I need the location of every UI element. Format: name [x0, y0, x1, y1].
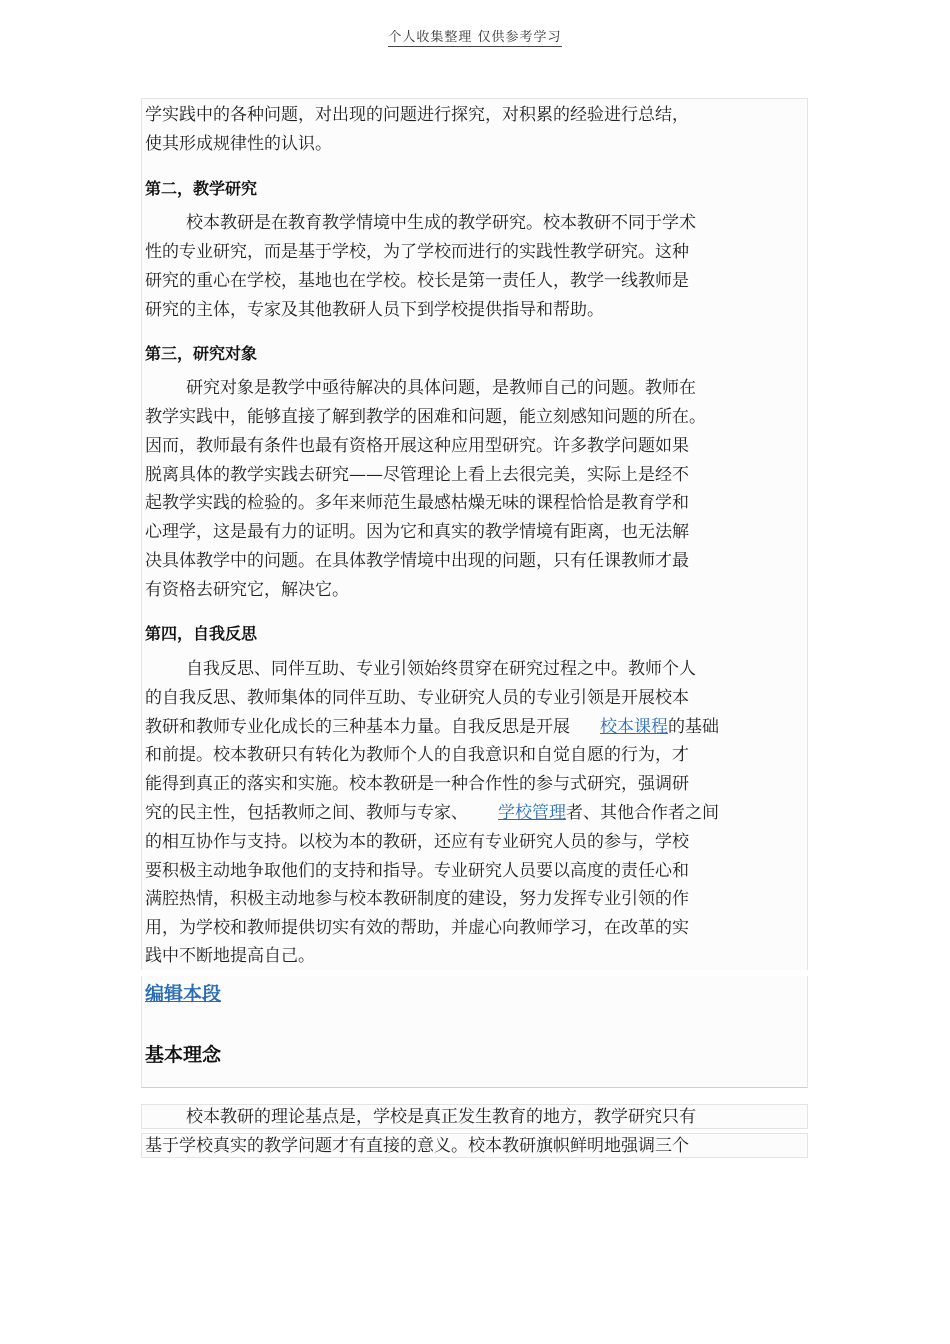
text-span: 者、其他合作者之间 [566, 803, 719, 823]
paragraph-line: 要积极主动地争取他们的支持和指导。专业研究人员要以高度的责任心和 [145, 861, 689, 881]
paragraph-line: 教学实践中，能够直接了解到教学的困难和问题，能立刻感知问题的所在。 [145, 407, 706, 427]
paragraph-line: 决具体教学中的问题。在具体教学情境中出现的问题，只有任课教师才最 [145, 551, 689, 571]
paragraph-line: 践中不断地提高自己。 [145, 946, 315, 966]
page-header: 个人收集整理 仅供参考学习 [388, 30, 562, 45]
paragraph-line: 研究的主体，专家及其他教研人员下到学校提供指导和帮助。 [145, 300, 604, 320]
text-span: 教研和教师专业化成长的三种基本力量。自我反思是开展 [145, 717, 570, 737]
paragraph-line: 能得到真正的落实和实施。校本教研是一种合作性的参与式研究，强调研 [145, 774, 689, 794]
subheading-self-reflection: 第四，自我反思 [145, 624, 258, 643]
paragraph-line: 用，为学校和教师提供切实有效的帮助，并虚心向教师学习，在改革的实 [145, 918, 689, 938]
text-span: 究的民主性，包括教师之间、教师与专家、 [145, 803, 468, 823]
paragraph-line: 和前提。校本教研只有转化为教师个人的自我意识和自觉自愿的行为，才 [145, 745, 689, 765]
paragraph-line: 的自我反思、教师集体的同伴互助、专业研究人员的专业引领是开展校本 [145, 688, 689, 708]
paragraph-line: 满腔热情，积极主动地参与校本教研制度的建设，努力发挥专业引领的作 [145, 889, 689, 909]
paragraph-line: 因而，教师最有条件也最有资格开展这种应用型研究。许多教学问题如果 [145, 436, 689, 456]
text-span: 的基础 [668, 717, 719, 737]
paragraph-line: 起教学实践的检验的。多年来师范生最感枯燥无味的课程恰恰是教育学和 [145, 493, 689, 513]
paragraph-line: 的相互协作与支持。以校为本的教研，还应有专业研究人员的参与，学校 [145, 832, 689, 852]
paragraph-line: 性的专业研究，而是基于学校，为了学校而进行的实践性教学研究。这种 [145, 242, 689, 262]
school-curriculum-link[interactable]: 校本课程 [600, 717, 668, 737]
paragraph-line: 使其形成规律性的认识。 [145, 134, 332, 154]
paragraph-line [145, 802, 719, 824]
paragraph-line: 校本教研是在教育教学情境中生成的教学研究。校本教研不同于学术 [186, 213, 696, 233]
paragraph-line: 自我反思、同伴互助、专业引领始终贯穿在研究过程之中。教师个人 [186, 659, 696, 679]
paragraph-line: 校本教研的理论基点是，学校是真正发生教育的地方，教学研究只有 [186, 1107, 696, 1127]
paragraph-line: 脱离具体的教学实践去研究——尽管理论上看上去很完美，实际上是经不 [145, 465, 689, 485]
school-management-link[interactable]: 学校管理 [498, 803, 566, 823]
subheading-research-object: 第三，研究对象 [145, 344, 258, 363]
paragraph-line: 研究对象是教学中亟待解决的具体问题，是教师自己的问题。教师在 [186, 378, 696, 398]
paragraph-line: 学实践中的各种问题，对出现的问题进行探究，对积累的经验进行总结， [145, 105, 689, 125]
paragraph-line [145, 716, 719, 738]
paragraph-line: 研究的重心在学校，基地也在学校。校长是第一责任人，教学一线教师是 [145, 271, 689, 291]
section-box [141, 976, 808, 1088]
paragraph-line: 心理学，这是最有力的证明。因为它和真实的教学情境有距离，也无法解 [145, 522, 689, 542]
subheading-teaching-research: 第二，教学研究 [145, 179, 258, 198]
paragraph-line: 基于学校真实的教学问题才有直接的意义。校本教研旗帜鲜明地强调三个 [145, 1136, 689, 1156]
edit-section-link[interactable]: 编辑本段 [145, 983, 222, 1005]
section-title: 基本理念 [145, 1044, 222, 1066]
paragraph-line: 有资格去研究它，解决它。 [145, 580, 349, 600]
